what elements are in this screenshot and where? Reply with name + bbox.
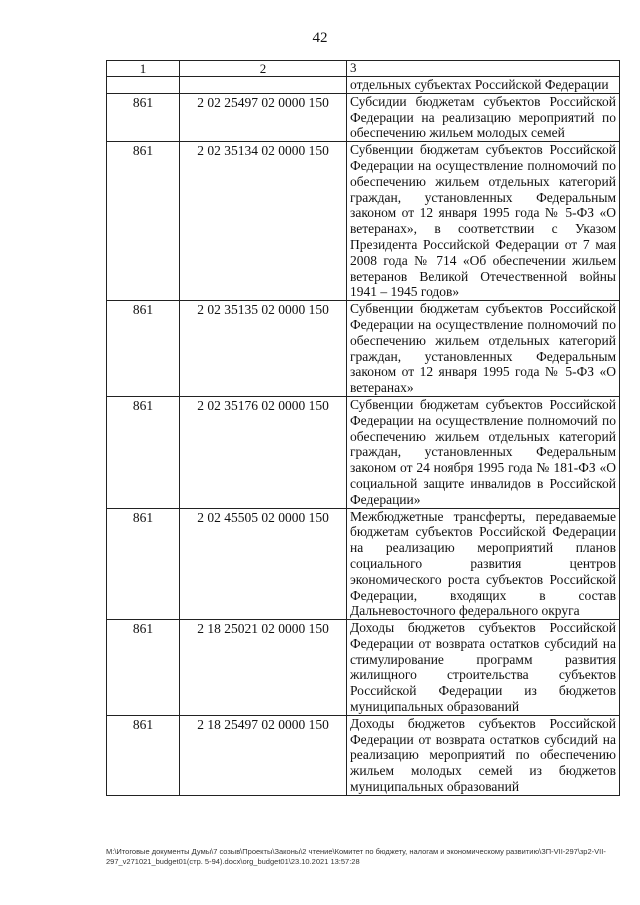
table-row — [107, 142, 620, 301]
description-cell: Доходы бюджетов субъектов Российской Федерации от возврата остатков субсидий на стимулирование программ развития жилищного строительства субъектов Российской Федерации из бюджетов муниципальных образований — [347, 620, 620, 716]
income-code-cell: 2 02 45505 02 0000 150 — [180, 508, 347, 620]
table-row — [107, 715, 620, 795]
budget-table — [106, 60, 620, 796]
table-row — [107, 93, 620, 141]
admin-code-cell: 861 — [107, 142, 180, 301]
table-row — [107, 508, 620, 620]
admin-code-cell: 861 — [107, 301, 180, 397]
description-cell: Субвенции бюджетам субъектов Российской Федерации на осуществление полномочий по обеспечению жильем отдельных категорий граждан, установленных Федеральным законом от 24 ноября 1995 года № 181-ФЗ «О социальной защите инвалидов в Российской Федерации» — [347, 396, 620, 508]
income-code-cell: 2 18 25497 02 0000 150 — [180, 715, 347, 795]
admin-code-cell: 861 — [107, 396, 180, 508]
income-code-cell: 2 02 25497 02 0000 150 — [180, 93, 347, 141]
income-code-cell — [180, 77, 347, 94]
description-cell: Доходы бюджетов субъектов Российской Федерации от возврата остатков субсидий на реализацию мероприятий по обеспечению жильем молодых семей из бюджетов муниципальных образований — [347, 715, 620, 795]
income-code-cell: 2 18 25021 02 0000 150 — [180, 620, 347, 716]
description-cell: Субвенции бюджетам субъектов Российской Федерации на осуществление полномочий по обеспечению жильем отдельных категорий граждан, установленных Федеральным законом от 12 января 1995 года № 5-ФЗ «О ветеранах» — [347, 301, 620, 397]
header-col-1: 1 — [107, 61, 180, 77]
income-code-cell: 2 02 35134 02 0000 150 — [180, 142, 347, 301]
description-cell: Субвенции бюджетам субъектов Российской Федерации на осуществление полномочий по обеспечению жильем отдельных категорий граждан, установленных Федеральным законом от 12 января 1995 года № 5-ФЗ «О ветеранах», в соответствии с Указом Президента Российской Федерации от 7 мая 2008 года № 714 «Об обеспечении жильем ветеранов Великой Отечественной войны 1941 – 1945 годов» — [347, 142, 620, 301]
table-row — [107, 301, 620, 397]
description-cell: отдельных субъектах Российской Федерации — [347, 77, 620, 94]
admin-code-cell — [107, 77, 180, 94]
header-col-2: 2 — [180, 61, 347, 77]
page-number: 42 — [312, 30, 328, 46]
income-code-cell: 2 02 35135 02 0000 150 — [180, 301, 347, 397]
table-header-row — [107, 61, 620, 77]
header-col-3: 3 — [347, 61, 620, 77]
table-row — [107, 396, 620, 508]
admin-code-cell: 861 — [107, 620, 180, 716]
description-cell: Субсидии бюджетам субъектов Российской Федерации на реализацию мероприятий по обеспечению жильем молодых семей — [347, 93, 620, 141]
file-path-footer: M:\Итоговые документы Думы\7 созыв\Проекты\Законы\2 чтение\Комитет по бюджету, налогам и экономическому развитию\ЗП-VII-297\зр2-VII-297_v271021_budget01(стр. 5-94).docx\org_budget01\23.10.2021 13:57:28 — [106, 847, 606, 866]
admin-code-cell: 861 — [107, 508, 180, 620]
admin-code-cell: 861 — [107, 93, 180, 141]
description-cell: Межбюджетные трансферты, передаваемые бюджетам субъектов Российской Федерации на реализацию мероприятий планов социального развития центров экономического роста субъектов Российской Федерации, входящих в состав Дальневосточного федерального округа — [347, 508, 620, 620]
table-row — [107, 620, 620, 716]
income-code-cell: 2 02 35176 02 0000 150 — [180, 396, 347, 508]
table-row — [107, 77, 620, 94]
admin-code-cell: 861 — [107, 715, 180, 795]
